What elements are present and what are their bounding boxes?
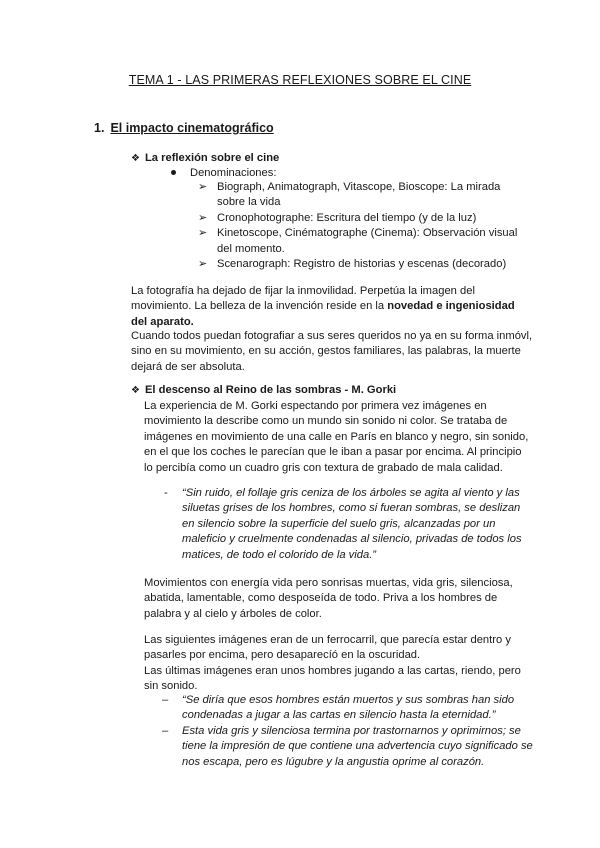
subsection-title: El descenso al Reino de las sombras - M. Gorki xyxy=(144,384,397,396)
paragraph-line: La fotografía ha dejado de fijar la inmovilidad. Perpetúa la imagen del xyxy=(131,285,475,297)
quote-line: matices, de todo el colorido de la vida.” xyxy=(182,548,377,561)
list-item xyxy=(198,257,518,272)
diamond-bullet-icon: ❖ xyxy=(131,153,140,164)
page-title: TEMA 1 - LAS PRIMERAS REFLEXIONES SOBRE EL CINE xyxy=(128,73,472,87)
paragraph-line: La experiencia de M. Gorki espectando por primera vez imágenes en xyxy=(144,400,487,412)
quote-line: siluetas grises de los hombres, como si fueran sombras, se deslizan xyxy=(182,502,521,515)
section-title: El impacto cinematográfico xyxy=(110,121,274,135)
paragraph-line: pasarles por encima, pero desaparecíó en la oscuridad. xyxy=(144,649,421,662)
quote-line: Esta vida gris y silenciosa termina por trastornarnos y oprimirnos; se xyxy=(182,724,521,737)
denominations-list xyxy=(198,180,518,272)
paragraph-line: Las siguientes imágenes eran de un ferrocarril, que parecía estar dentro y xyxy=(144,634,511,646)
bullet-dot-icon xyxy=(171,170,176,175)
quote-line: tiene la impresión de que contiene una advertencia cuyo significado se xyxy=(182,740,533,753)
paragraph-line: Cuando todos puedan fotografiar a sus seres queridos no ya en su forma inmóvl, xyxy=(131,330,533,342)
paragraph-line: sin sonido. xyxy=(144,680,198,693)
paragraph-line: lo percibía como un cuadro gris con textura de grabado de mala calidad. xyxy=(144,461,503,474)
dash-bullet: - xyxy=(164,487,168,499)
list-item xyxy=(198,226,518,257)
arrow-bullet-icon: ➢ xyxy=(198,227,208,240)
list-item-line: del momento. xyxy=(217,242,285,255)
diamond-bullet-icon: ❖ xyxy=(131,385,140,396)
paragraph-fotografia xyxy=(131,284,515,330)
list-item-line: Scenarograph: Registro de historias y escenas (decorado) xyxy=(217,258,507,271)
paragraph-line: sino en su movimiento, en su acción, gestos familiares, las palabras, la muerte xyxy=(131,345,521,358)
paragraph-gorki xyxy=(144,399,528,476)
quote-item xyxy=(162,693,533,724)
quote-list-2 xyxy=(162,693,533,770)
list-item-line: Biograph, Animatograph, Vitascope, Bioscope: La mirada xyxy=(217,181,501,193)
list-item-line: Cronophotographe: Escritura del tiempo (y de la luz) xyxy=(217,211,477,224)
paragraph-line: abatida, lamentable, como desposeída de todo. Priva a los hombres de xyxy=(144,592,498,605)
paragraph-line: palabra y al cielo y árboles de color. xyxy=(144,607,322,620)
paragraph-line: Movimientos con energía vida pero sonrisas muertas, vida gris, silenciosa, xyxy=(144,577,513,589)
paragraph-cuando xyxy=(131,329,532,375)
paragraph-line: dejará de ser absoluta. xyxy=(131,360,245,373)
quote-line: “Se diría que esos hombres están muertos y sus sombras han sido xyxy=(182,694,515,706)
quote-item xyxy=(162,724,533,770)
arrow-bullet-icon: ➢ xyxy=(198,211,208,224)
quote-line: en silencio sobre la superficie del suelo gris, alcanzadas por un xyxy=(182,517,496,530)
paragraph-line: movimiento la describe como un mundo sin sonido ni color. Se trataba de xyxy=(144,415,508,428)
quote-line: “Sin ruido, el follaje gris ceniza de los árboles se agita al viento y las xyxy=(182,487,520,499)
list-item-line: Kinetoscope, Cinématographe (Cinema): Observación visual xyxy=(217,227,518,240)
paragraph-line: en el que los coches le parecían que le iban a pasar por encima. Al principio xyxy=(144,446,522,459)
list-item xyxy=(198,180,518,211)
quote-line: maleficio y cruelmente condenadas al silencio, privadas de todos los xyxy=(182,533,522,546)
subsection-heading-descenso xyxy=(131,383,396,398)
bold-text: novedad e ingeniosidad xyxy=(387,300,515,313)
quote-list-1 xyxy=(164,486,522,563)
arrow-bullet-icon: ➢ xyxy=(198,181,208,193)
paragraph-ferrocarril xyxy=(144,633,521,695)
dash-bullet: – xyxy=(162,694,169,706)
paragraph-line xyxy=(131,315,515,330)
subsection-heading-reflexion xyxy=(131,151,279,166)
bold-text: del aparato. xyxy=(131,315,194,328)
quote-line: nos escapa, pero es lúgubre y la angustia oprime al corazón. xyxy=(182,755,485,768)
subsection-title: La reflexión sobre el cine xyxy=(144,152,280,164)
bullet-text: Denominaciones: xyxy=(190,167,277,179)
paragraph-line xyxy=(131,299,515,314)
paragraph-text: movimiento. La belleza de la invención reside en la xyxy=(131,300,388,313)
quote-item xyxy=(164,486,522,563)
quote-line: condenadas a jugar a las cartas en silencio hasta la eternidad.” xyxy=(182,709,496,722)
paragraph-line: Las últimas imágenes eran unos hombres jugando a las cartas, riendo, pero xyxy=(144,664,521,677)
section-number: 1. xyxy=(94,121,105,135)
paragraph-movimientos xyxy=(144,576,513,622)
section-heading xyxy=(94,121,274,136)
arrow-bullet-icon: ➢ xyxy=(198,258,208,271)
list-item-line: sobre la vida xyxy=(217,196,281,209)
list-item xyxy=(198,211,518,226)
dash-bullet: – xyxy=(162,724,169,737)
paragraph-line: imágenes en movimiento de una calle en París en blanco y negro, sin sonido, xyxy=(144,430,529,443)
